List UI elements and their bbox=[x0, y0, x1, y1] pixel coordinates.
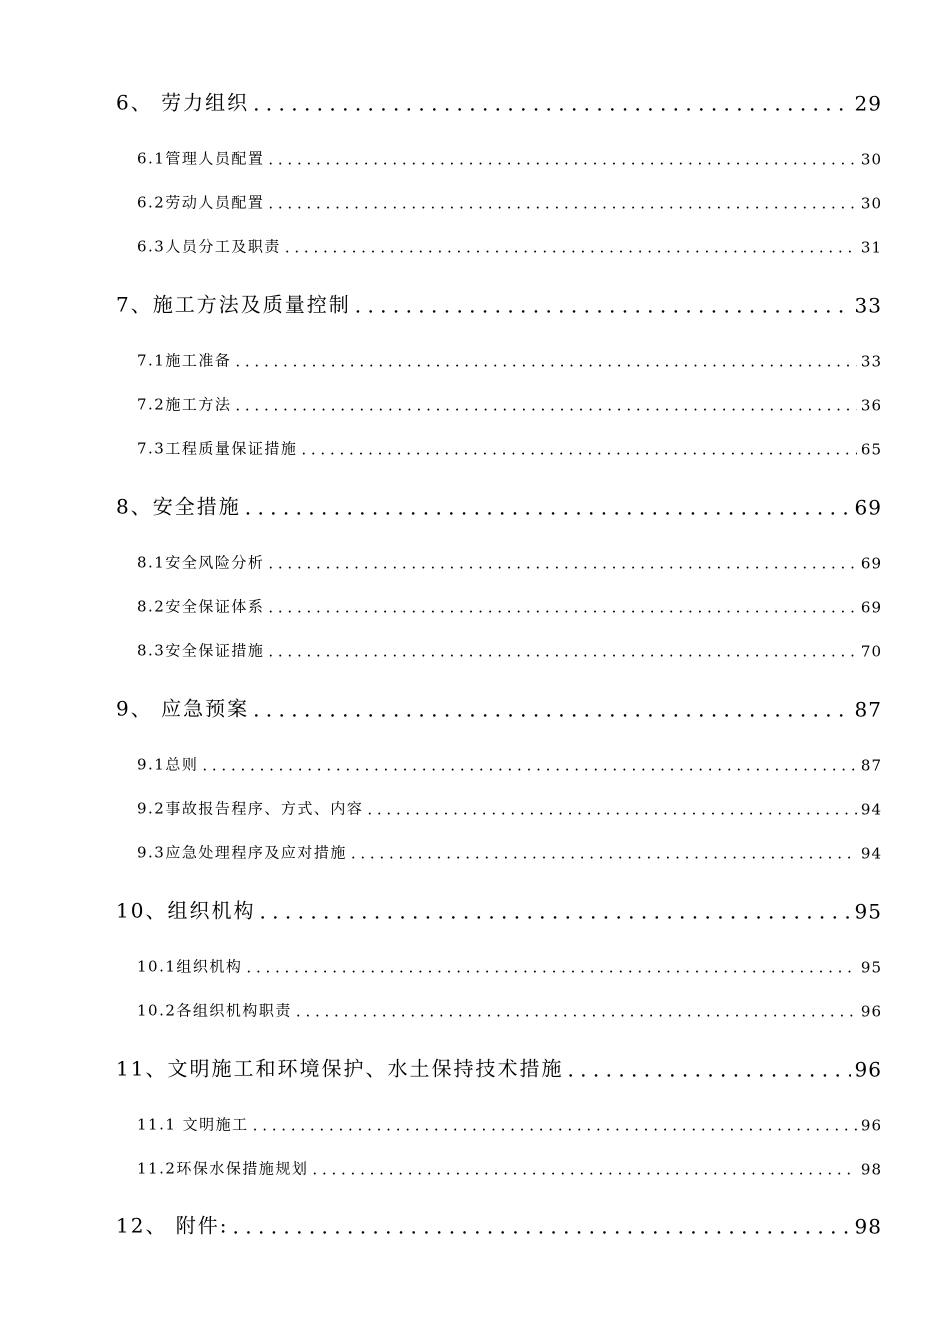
toc-entry-page: 30 bbox=[860, 194, 882, 213]
toc-entry-title: 7、施工方法及质量控制 bbox=[116, 292, 351, 317]
toc-entry-page: 94 bbox=[860, 800, 882, 819]
toc-entry-6-3[interactable] bbox=[0, 236, 950, 257]
toc-entry-page: 96 bbox=[854, 1057, 882, 1082]
toc-entry-title: 9、 应急预案 bbox=[116, 696, 250, 721]
toc-entry-9-1[interactable] bbox=[0, 754, 950, 775]
toc-entry-7-1[interactable] bbox=[0, 350, 950, 371]
toc-entry-title: 6.3人员分工及职责 bbox=[137, 237, 281, 256]
toc-entry-page: 96 bbox=[860, 1002, 882, 1021]
toc-entry-page: 69 bbox=[860, 554, 882, 573]
toc-entry-title: 6、 劳力组织 bbox=[116, 90, 250, 115]
toc-entry-title: 6.2劳动人员配置 bbox=[137, 193, 265, 212]
toc-entry-page: 29 bbox=[854, 91, 882, 116]
toc-dot-leader bbox=[268, 555, 857, 573]
toc-entry-11-1[interactable] bbox=[0, 1114, 950, 1135]
toc-entry-title: 8、安全措施 bbox=[116, 494, 241, 519]
toc-dot-leader bbox=[301, 441, 857, 459]
toc-entry-page: 33 bbox=[860, 352, 882, 371]
toc-entry-6[interactable] bbox=[0, 87, 950, 116]
toc-dot-leader bbox=[296, 1003, 857, 1021]
toc-entry-title: 10.2各组织机构职责 bbox=[137, 1001, 292, 1020]
toc-dot-leader bbox=[253, 1117, 857, 1135]
toc-entry-page: 69 bbox=[860, 598, 882, 617]
toc-entry-9-3[interactable] bbox=[0, 842, 950, 863]
toc-entry-title: 10.1组织机构 bbox=[137, 957, 243, 976]
toc-entry-10[interactable] bbox=[0, 895, 950, 924]
toc-entry-10-1[interactable] bbox=[0, 956, 950, 977]
toc-entry-title: 8.3安全保证措施 bbox=[137, 641, 265, 660]
toc-dot-leader bbox=[235, 353, 857, 371]
toc-dot-leader bbox=[259, 900, 850, 924]
toc-entry-page: 98 bbox=[854, 1214, 882, 1239]
toc-entry-title: 11、文明施工和环境保护、水土保持技术措施 bbox=[116, 1056, 564, 1081]
toc-entry-9-2[interactable] bbox=[0, 798, 950, 819]
toc-dot-leader bbox=[235, 397, 857, 415]
toc-dot-leader bbox=[355, 294, 851, 318]
toc-entry-7-3[interactable] bbox=[0, 438, 950, 459]
toc-dot-leader bbox=[245, 496, 851, 520]
toc-entry-page: 33 bbox=[854, 293, 882, 318]
toc-entry-11-2[interactable] bbox=[0, 1158, 950, 1179]
toc-dot-leader bbox=[202, 757, 857, 775]
toc-entry-10-2[interactable] bbox=[0, 1000, 950, 1021]
toc-entry-page: 98 bbox=[860, 1160, 882, 1179]
toc-dot-leader bbox=[268, 151, 857, 169]
toc-entry-6-1[interactable] bbox=[0, 148, 950, 169]
toc-entry-12[interactable] bbox=[0, 1210, 950, 1239]
toc-entry-page: 31 bbox=[860, 238, 882, 257]
toc-entry-page: 87 bbox=[854, 697, 882, 722]
toc-dot-leader bbox=[268, 643, 857, 661]
toc-entry-11[interactable] bbox=[0, 1053, 950, 1082]
toc-entry-page: 70 bbox=[860, 642, 882, 661]
toc-dot-leader bbox=[367, 801, 857, 819]
toc-entry-title: 12、 附件: bbox=[116, 1213, 229, 1238]
toc-entry-page: 87 bbox=[860, 756, 882, 775]
toc-dot-leader bbox=[268, 599, 857, 617]
toc-entry-title: 7.2施工方法 bbox=[137, 395, 232, 414]
toc-entry-8-2[interactable] bbox=[0, 596, 950, 617]
toc-entry-9[interactable] bbox=[0, 693, 950, 722]
toc-dot-leader bbox=[233, 1215, 851, 1239]
toc-entry-title: 9.1总则 bbox=[137, 755, 199, 774]
toc-entry-title: 11.1 文明施工 bbox=[137, 1115, 249, 1134]
toc-entry-page: 30 bbox=[860, 150, 882, 169]
toc-entry-title: 10、组织机构 bbox=[116, 898, 256, 923]
toc-entry-title: 8.1安全风险分析 bbox=[137, 553, 265, 572]
toc-dot-leader bbox=[351, 845, 857, 863]
toc-dot-leader bbox=[246, 959, 857, 977]
toc-entry-page: 65 bbox=[860, 440, 882, 459]
toc-entry-title: 6.1管理人员配置 bbox=[137, 149, 265, 168]
toc-dot-leader bbox=[268, 195, 857, 213]
toc-entry-page: 94 bbox=[860, 844, 882, 863]
toc-entry-title: 7.3工程质量保证措施 bbox=[137, 439, 298, 458]
toc-entry-8[interactable] bbox=[0, 491, 950, 520]
toc-entry-title: 7.1施工准备 bbox=[137, 351, 232, 370]
toc-dot-leader bbox=[312, 1161, 857, 1179]
toc-entry-6-2[interactable] bbox=[0, 192, 950, 213]
toc-entry-title: 11.2环保水保措施规划 bbox=[137, 1159, 309, 1178]
toc-entry-title: 9.3应急处理程序及应对措施 bbox=[137, 843, 347, 862]
toc-entry-8-3[interactable] bbox=[0, 640, 950, 661]
toc-dot-leader bbox=[253, 92, 850, 116]
toc-dot-leader bbox=[285, 239, 857, 257]
toc-entry-7-2[interactable] bbox=[0, 394, 950, 415]
toc-entry-page: 95 bbox=[854, 899, 882, 924]
toc-entry-page: 36 bbox=[860, 396, 882, 415]
toc-entry-8-1[interactable] bbox=[0, 552, 950, 573]
toc-entry-7[interactable] bbox=[0, 289, 950, 318]
toc-entry-title: 8.2安全保证体系 bbox=[137, 597, 265, 616]
toc-dot-leader bbox=[567, 1058, 850, 1082]
toc-entry-page: 69 bbox=[854, 495, 882, 520]
toc-dot-leader bbox=[253, 698, 850, 722]
toc-entry-page: 95 bbox=[860, 958, 882, 977]
toc-entry-page: 96 bbox=[860, 1116, 882, 1135]
toc-entry-title: 9.2事故报告程序、方式、内容 bbox=[137, 799, 364, 818]
